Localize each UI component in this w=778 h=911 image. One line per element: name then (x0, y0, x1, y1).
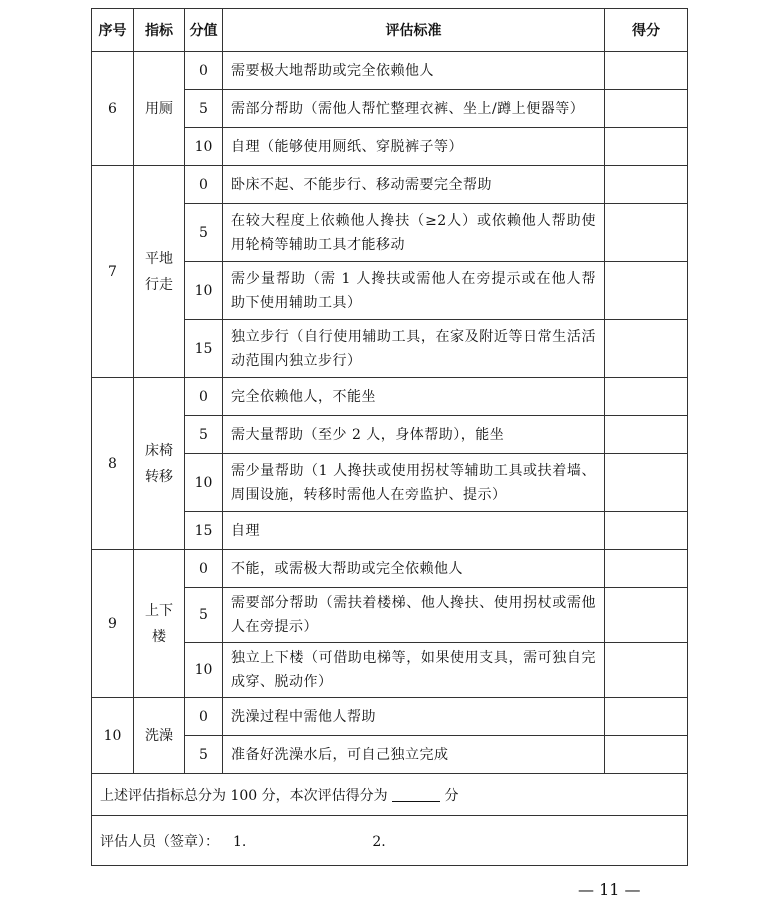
level-criteria: 独立步行（自行使用辅助工具，在家及附近等日常生活活动范围内独立步行） (223, 320, 605, 378)
score-entry-cell[interactable] (605, 90, 688, 128)
table-row (92, 378, 688, 416)
table-row (92, 550, 688, 588)
assessor-label: 评估人员（签章）： (100, 833, 219, 850)
item-number: 8 (92, 378, 134, 550)
level-score: 5 (185, 90, 223, 128)
level-criteria: 洗澡过程中需他人帮助 (223, 698, 605, 736)
level-score: 0 (185, 378, 223, 416)
score-blank[interactable] (392, 787, 440, 802)
level-score: 0 (185, 166, 223, 204)
level-criteria: 需部分帮助（需他人帮忙整理衣裤、坐上/蹲上便器等） (223, 90, 605, 128)
level-score: 0 (185, 698, 223, 736)
level-score: 5 (185, 736, 223, 774)
score-entry-cell[interactable] (605, 166, 688, 204)
page-number: — 11 — (578, 880, 641, 899)
score-entry-cell[interactable] (605, 454, 688, 512)
assessor-second: 2. (372, 833, 386, 850)
level-score: 15 (185, 320, 223, 378)
score-entry-cell[interactable] (605, 736, 688, 774)
score-entry-cell[interactable] (605, 128, 688, 166)
level-criteria: 准备好洗澡水后，可自己独立完成 (223, 736, 605, 774)
item-number: 7 (92, 166, 134, 378)
level-score: 10 (185, 643, 223, 698)
level-criteria: 需少量帮助（需 1 人搀扶或需他人在旁提示或在他人帮助下使用辅助工具） (223, 262, 605, 320)
score-entry-cell[interactable] (605, 378, 688, 416)
score-entry-cell[interactable] (605, 204, 688, 262)
item-indicator-cell (134, 52, 185, 166)
assessor-cell (92, 816, 688, 866)
score-entry-cell[interactable] (605, 643, 688, 698)
item-indicator-cell (134, 698, 185, 774)
assessment-table (91, 8, 688, 866)
item-indicator: 上下楼 (145, 602, 173, 645)
total-row (92, 774, 688, 816)
item-indicator: 床椅转移 (145, 442, 173, 485)
table-row (92, 698, 688, 736)
level-criteria: 需少量帮助（1 人搀扶或使用拐杖等辅助工具或扶着墙、周围设施，转移时需他人在旁监护、提示） (223, 454, 605, 512)
score-entry-cell[interactable] (605, 262, 688, 320)
score-entry-cell[interactable] (605, 550, 688, 588)
level-criteria: 需要部分帮助（需扶着楼梯、他人搀扶、使用拐杖或需他人在旁提示） (223, 588, 605, 643)
item-indicator: 洗澡 (145, 727, 173, 744)
score-entry-cell[interactable] (605, 698, 688, 736)
header-indicator: 指标 (134, 9, 185, 52)
level-criteria: 独立上下楼（可借助电梯等，如果使用支具，需可独自完成穿、脱动作） (223, 643, 605, 698)
level-criteria: 完全依赖他人，不能坐 (223, 378, 605, 416)
assessor-first: 1. (233, 833, 247, 850)
item-indicator-cell (134, 166, 185, 378)
total-prefix: 上述评估指标总分为 100 分，本次评估得分为 (100, 787, 388, 804)
level-score: 10 (185, 262, 223, 320)
header-row (92, 9, 688, 52)
header-criteria: 评估标准 (223, 9, 605, 52)
level-criteria: 需要极大地帮助或完全依赖他人 (223, 52, 605, 90)
header-no: 序号 (92, 9, 134, 52)
level-criteria: 自理 (223, 512, 605, 550)
level-criteria: 不能，或需极大帮助或完全依赖他人 (223, 550, 605, 588)
level-score: 0 (185, 550, 223, 588)
level-score: 10 (185, 128, 223, 166)
level-score: 5 (185, 416, 223, 454)
total-suffix: 分 (444, 787, 459, 804)
level-score: 10 (185, 454, 223, 512)
score-entry-cell[interactable] (605, 588, 688, 643)
score-entry-cell[interactable] (605, 52, 688, 90)
level-score: 5 (185, 204, 223, 262)
table-body (92, 52, 688, 774)
level-criteria: 需大量帮助（至少 2 人，身体帮助），能坐 (223, 416, 605, 454)
table-row (92, 52, 688, 90)
level-score: 0 (185, 52, 223, 90)
level-score: 15 (185, 512, 223, 550)
level-criteria: 在较大程度上依赖他人搀扶（≥2人）或依赖他人帮助使用轮椅等辅助工具才能移动 (223, 204, 605, 262)
level-criteria: 卧床不起、不能步行、移动需要完全帮助 (223, 166, 605, 204)
level-criteria: 自理（能够使用厕纸、穿脱裤子等） (223, 128, 605, 166)
item-indicator: 用厕 (145, 100, 173, 117)
total-cell (92, 774, 688, 816)
score-entry-cell[interactable] (605, 512, 688, 550)
table-row (92, 166, 688, 204)
score-entry-cell[interactable] (605, 320, 688, 378)
item-indicator-cell (134, 550, 185, 698)
item-number: 9 (92, 550, 134, 698)
item-indicator: 平地行走 (145, 250, 173, 293)
header-score: 分值 (185, 9, 223, 52)
level-score: 5 (185, 588, 223, 643)
item-number: 10 (92, 698, 134, 774)
item-number: 6 (92, 52, 134, 166)
assessor-row (92, 816, 688, 866)
header-result: 得分 (605, 9, 688, 52)
item-indicator-cell (134, 378, 185, 550)
score-entry-cell[interactable] (605, 416, 688, 454)
